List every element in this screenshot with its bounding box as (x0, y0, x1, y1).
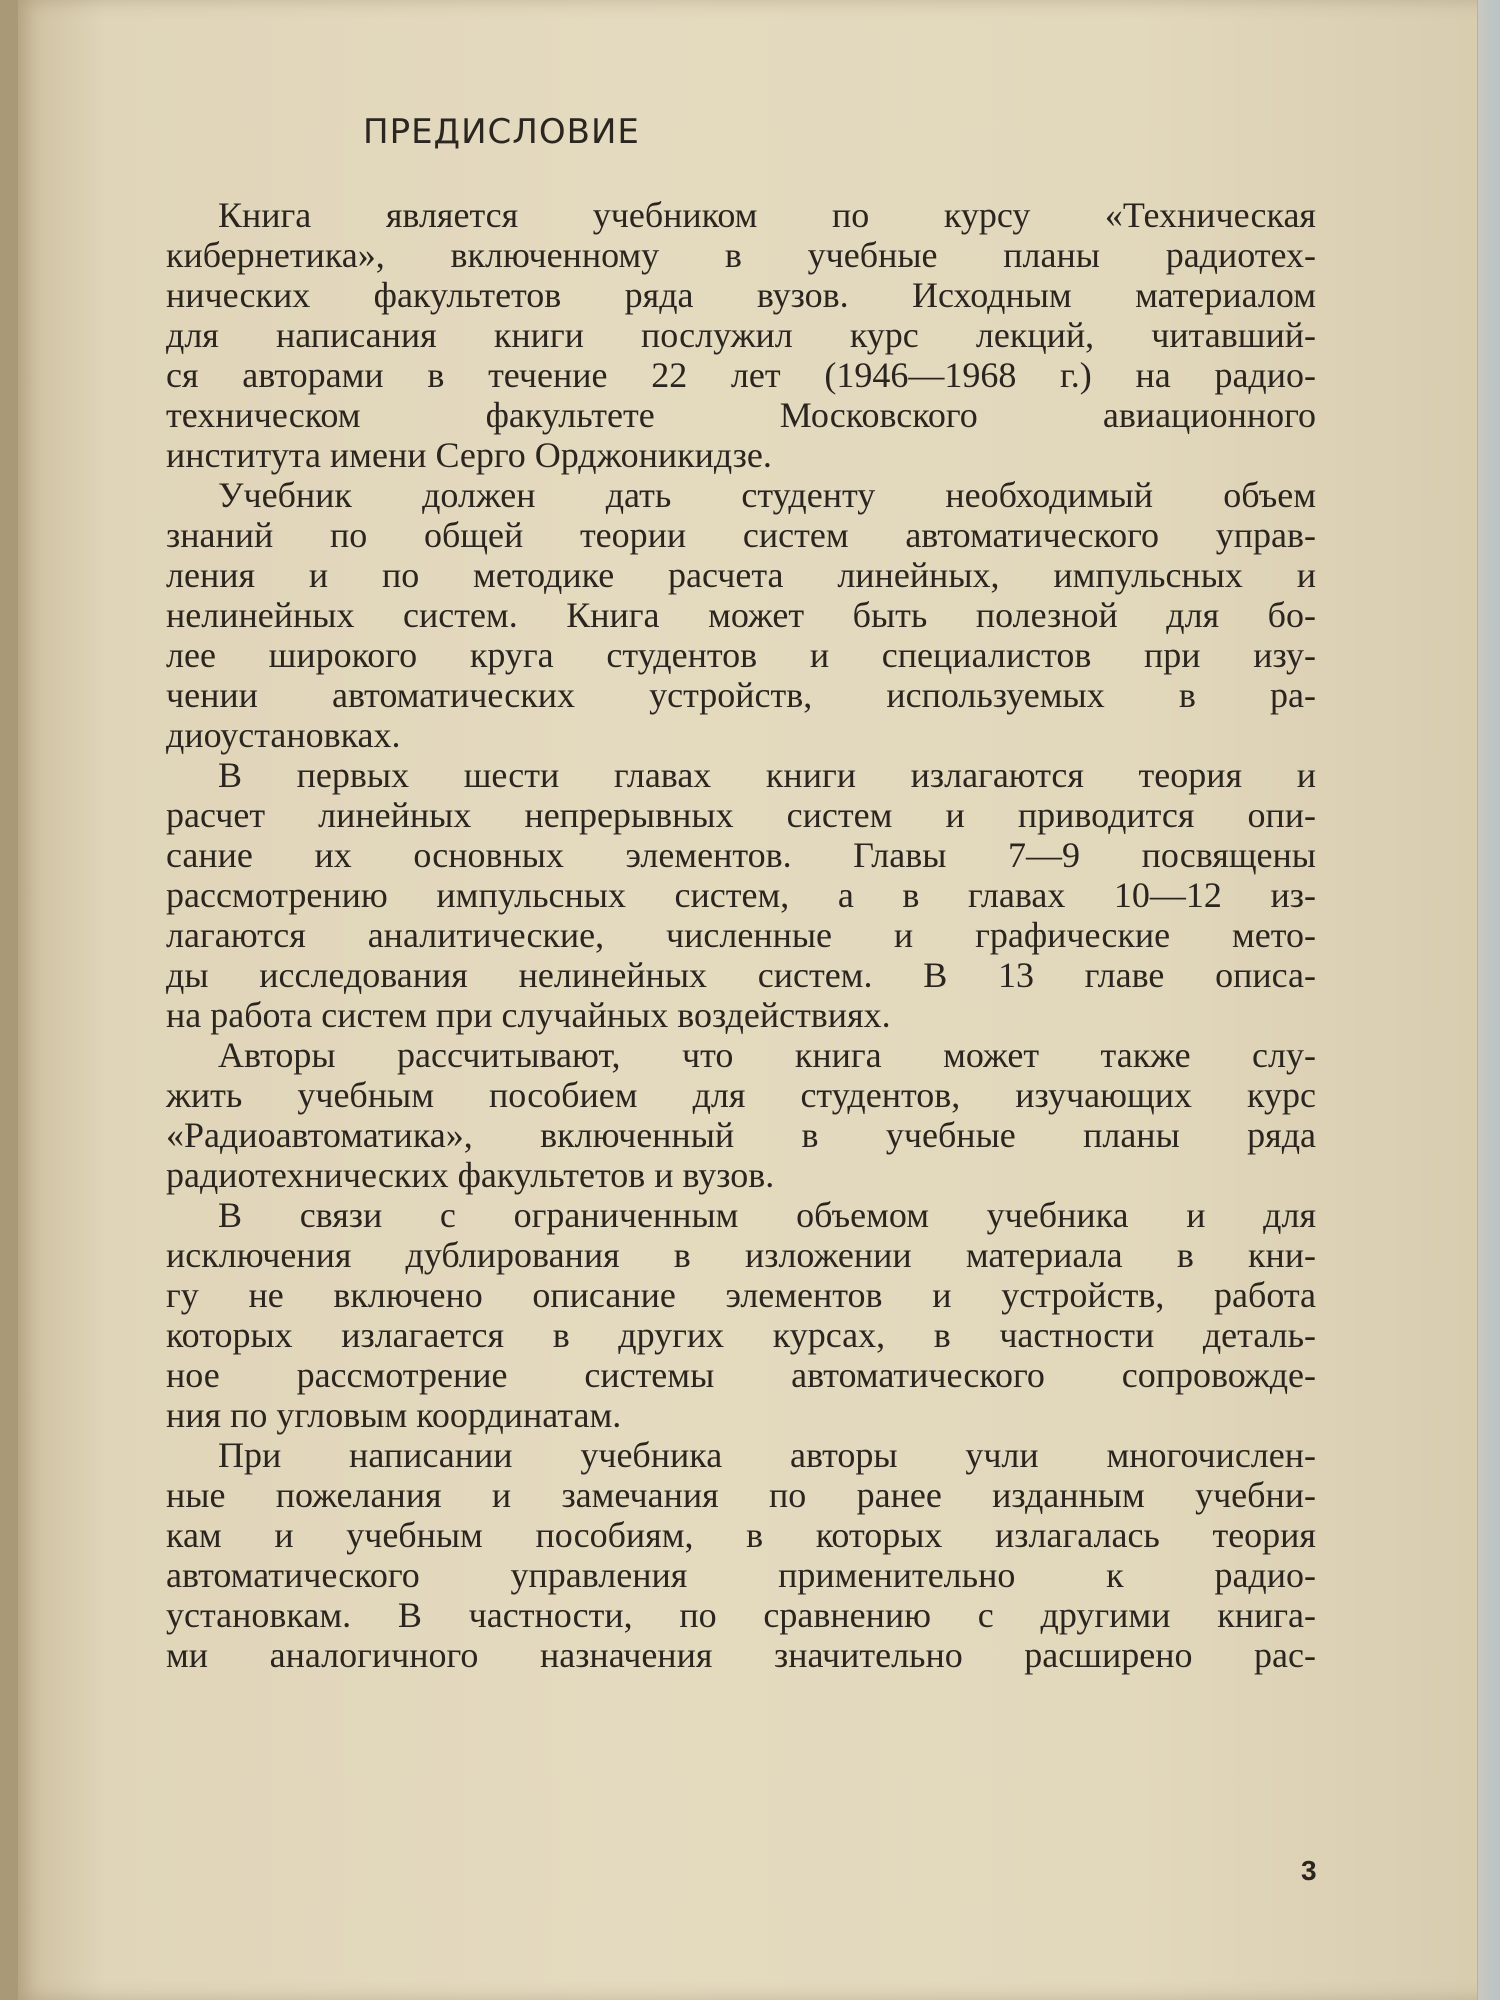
text-line: исключения дублирования в изложении материала в кни- (166, 1235, 1316, 1275)
text-line: кибернетика», включенному в учебные планы радиотех- (166, 235, 1316, 275)
paragraph (166, 195, 1316, 475)
text-line: ления и по методике расчета линейных, импульсных и (166, 555, 1316, 595)
text-line: лее широкого круга студентов и специалистов при изу- (166, 635, 1316, 675)
text-line: Авторы рассчитывают, что книга может также слу- (218, 1035, 1316, 1075)
text-line: ния по угловым координатам. (166, 1395, 622, 1435)
text-line: Книга является учебником по курсу «Техническая (218, 195, 1316, 235)
paragraph (166, 475, 1316, 755)
text-line: жить учебным пособием для студентов, изучающих курс (166, 1075, 1316, 1115)
paragraph (166, 1035, 1316, 1195)
text-line: знаний по общей теории систем автоматического управ- (166, 515, 1316, 555)
text-line: «Радиоавтоматика», включенный в учебные планы ряда (166, 1115, 1316, 1155)
text-line: гу не включено описание элементов и устройств, работа (166, 1275, 1316, 1315)
page-number: 3 (1301, 1855, 1317, 1886)
text-line: ми аналогичного назначения значительно расширено рас- (166, 1635, 1316, 1675)
text-line: сание их основных элементов. Главы 7—9 посвящены (166, 835, 1316, 875)
text-line: ся авторами в течение 22 лет (1946—1968 г.) на радио- (166, 355, 1316, 395)
text-line: В связи с ограниченным объемом учебника и для (218, 1195, 1316, 1235)
text-line: установкам. В частности, по сравнению с другими книга- (166, 1595, 1316, 1635)
text-line: нических факультетов ряда вузов. Исходным материалом (166, 275, 1316, 315)
text-line: ды исследования нелинейных систем. В 13 главе описа- (166, 955, 1316, 995)
text-line: на работа систем при случайных воздействиях. (166, 995, 891, 1035)
text-line: При написании учебника авторы учли многочислен- (218, 1435, 1316, 1475)
paragraph (166, 1195, 1316, 1435)
text-line: для написания книги послужил курс лекций, читавший- (166, 315, 1316, 355)
body-text (166, 195, 1316, 1675)
text-line: ные пожелания и замечания по ранее изданным учебни- (166, 1475, 1316, 1515)
text-line: радиотехнических факультетов и вузов. (166, 1155, 775, 1195)
text-line: рассмотрению импульсных систем, а в главах 10—12 из- (166, 875, 1316, 915)
text-line: лагаются аналитические, численные и графические мето- (166, 915, 1316, 955)
text-line: Учебник должен дать студенту необходимый объем (218, 475, 1316, 515)
text-line: автоматического управления применительно к радио- (166, 1555, 1316, 1595)
text-line: кам и учебным пособиям, в которых излагалась теория (166, 1515, 1316, 1555)
paragraph (166, 1435, 1316, 1675)
text-line: диоустановках. (166, 715, 401, 755)
text-line: В первых шести главах книги излагаются теория и (218, 755, 1316, 795)
text-line: нелинейных систем. Книга может быть полезной для бо- (166, 595, 1316, 635)
paragraph (166, 755, 1316, 1035)
text-line: ное рассмотрение системы автоматического сопровожде- (166, 1355, 1316, 1395)
text-line: которых излагается в других курсах, в частности деталь- (166, 1315, 1316, 1355)
page-heading: ПРЕДИСЛОВИЕ (363, 112, 640, 152)
page-edge-strip (1477, 0, 1500, 2000)
book-page (18, 0, 1500, 2000)
text-line: института имени Серго Орджоникидзе. (166, 435, 772, 475)
text-line: расчет линейных непрерывных систем и приводится опи- (166, 795, 1316, 835)
text-line: чении автоматических устройств, используемых в ра- (166, 675, 1316, 715)
text-line: техническом факультете Московского авиационного (166, 395, 1316, 435)
